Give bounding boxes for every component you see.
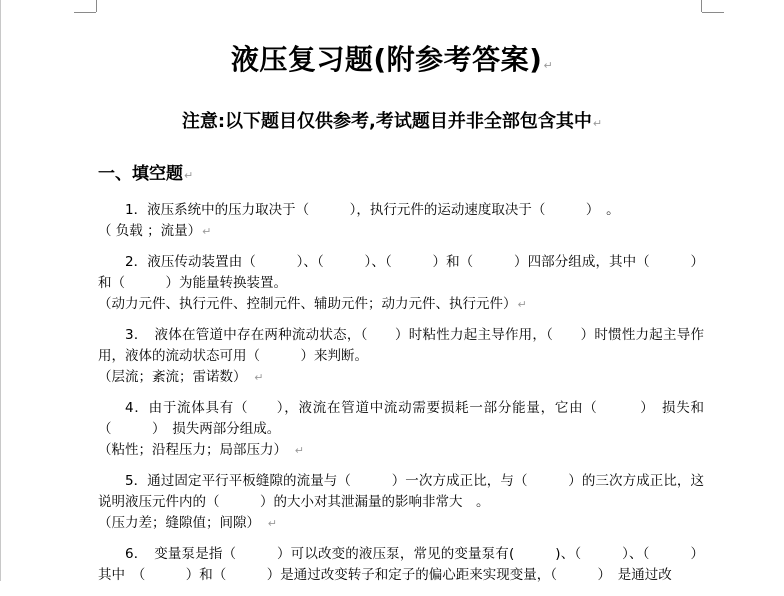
- paragraph-mark: ↵: [294, 444, 304, 457]
- question-text: 3． 液体在管道中存在两种流动状态，（ ）时粘性力起主导作用，（ ）时惯性力起主导作用，液体的流动状态可用（ ）来判断。: [98, 327, 704, 364]
- question-answer-text: （ 负载 ；流量）: [98, 223, 202, 239]
- question-item: [98, 200, 704, 242]
- question-answer: [98, 221, 704, 242]
- paragraph-mark: ↵: [184, 169, 194, 182]
- question-item: [98, 471, 704, 534]
- crop-mark-top-left: [74, 12, 96, 13]
- crop-mark-top-left: [96, 0, 97, 12]
- question-item: [98, 325, 704, 388]
- question-item: [98, 398, 704, 461]
- question-text: 6． 变量泵是指（ ）可以改变的液压泵，常见的变量泵有( )、（ ）、（ ）其中 （ ）和（ ）是通过改变转子和定子的偏心距来实现变量，（ ） 是通过改: [98, 546, 704, 583]
- section-heading-text: 一、填空题: [98, 164, 183, 184]
- document-notice: [0, 107, 784, 133]
- paragraph-mark: ↵: [254, 371, 264, 384]
- question-text: 1．液压系统中的压力取决于（ ），执行元件的运动速度取决于（ ） 。: [125, 202, 620, 218]
- question-text: 5．通过固定平行平板缝隙的流量与（ ）一次方成正比，与（ ）的三次方成正比，这说明液压元件内的（ ）的大小对其泄漏量的影响非常大 。: [98, 473, 704, 510]
- crop-mark-top-right: [702, 12, 724, 13]
- question-answer-text: （动力元件、执行元件、控制元件、辅助元件；动力元件、执行元件）: [98, 296, 517, 312]
- document-notice-text: 注意:以下题目仅供参考,考试题目并非全部包含其中: [181, 111, 592, 132]
- paragraph-mark: ↵: [543, 59, 554, 72]
- paragraph-mark: ↵: [517, 298, 527, 311]
- page-edge: [0, 0, 1, 581]
- question-answer: [98, 294, 704, 315]
- question-item: [98, 544, 704, 586]
- question-answer-text: （压力差；缝隙值；间隙）: [98, 515, 267, 531]
- question-answer-text: （粘性；沿程压力；局部压力）: [98, 442, 294, 458]
- paragraph-mark: ↵: [267, 517, 277, 530]
- document-title: [0, 38, 784, 78]
- question-text: 4．由于流体具有（ ），液流在管道中流动需要损耗一部分能量，它由（ ） 损失和（ ） 损失两部分组成。: [98, 400, 704, 437]
- question-answer: [98, 367, 704, 388]
- questions-list: [98, 200, 704, 596]
- crop-mark-top-right: [701, 0, 702, 12]
- paragraph-mark: ↵: [202, 225, 212, 238]
- question-answer-text: （层流；紊流；雷诺数）: [98, 369, 254, 385]
- section-heading: [98, 159, 193, 184]
- question-answer: [98, 440, 704, 461]
- question-answer: [98, 513, 704, 534]
- question-item: [98, 252, 704, 315]
- document-title-text: 液压复习题(附参考答案): [230, 43, 543, 76]
- question-text: 2．液压传动装置由（ ）、（ ）、（ ）和（ ）四部分组成，其中（ ）和（ ）为能量转换装置。: [98, 254, 704, 291]
- paragraph-mark: ↵: [592, 117, 603, 130]
